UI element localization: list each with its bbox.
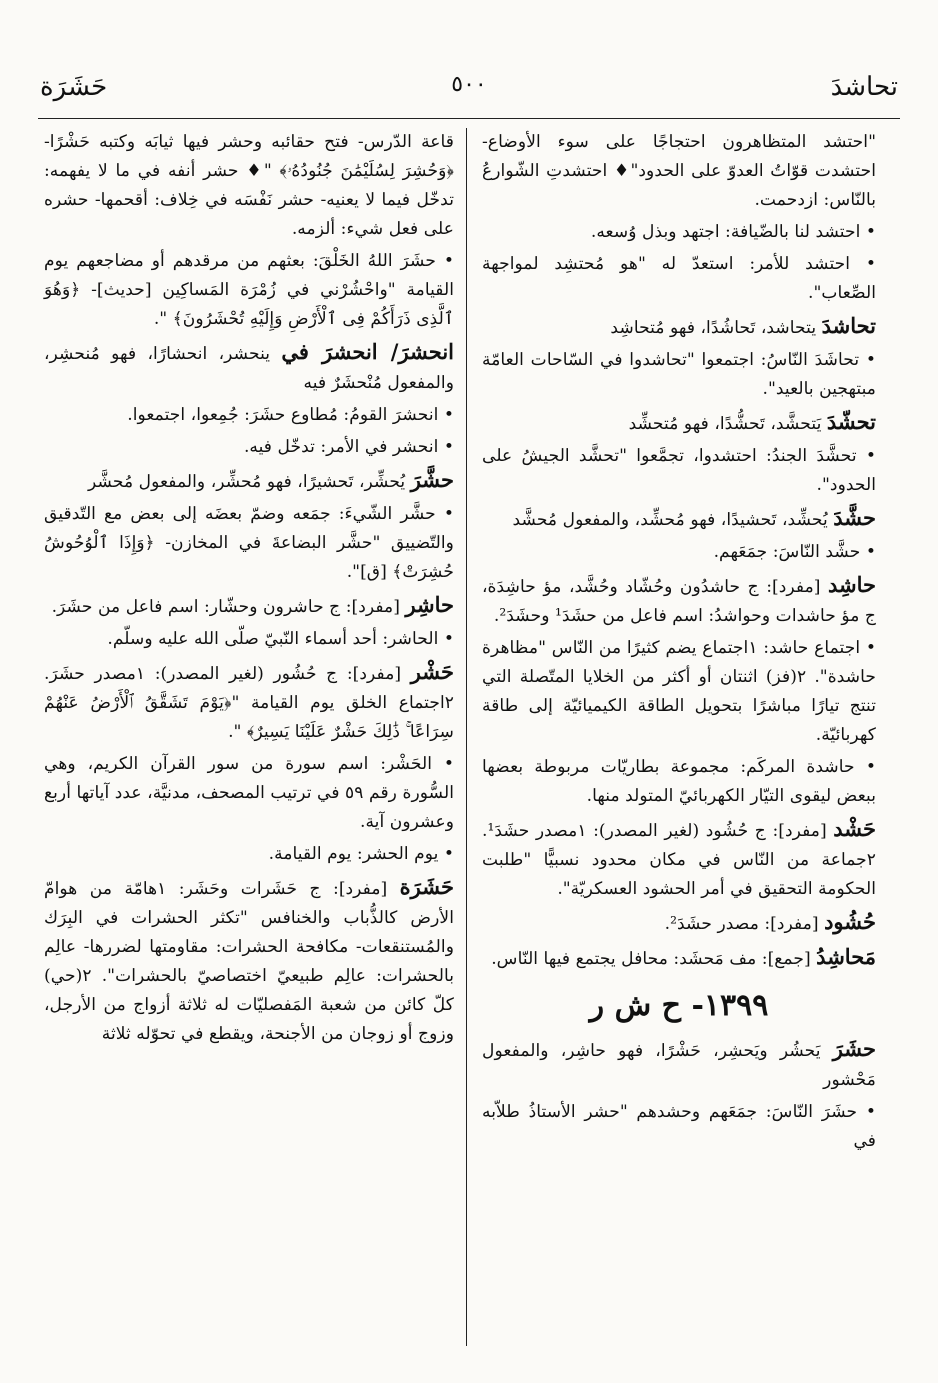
headword: حشَّدَ	[833, 505, 876, 530]
header-guide-word-right: تحاشدَ	[830, 72, 898, 102]
headword: حَشْر	[410, 659, 454, 684]
entry-paragraph	[44, 337, 454, 398]
entry-text: قاعة الدّرس- فتح حقائبه وحشر فيها ثيابَه وكتبه حَشْرًا- ﴿وَحُشِرَ لِسُلَيْمَٰنَ جُنُودُهُۥ﴾ "♦ حشر أنفه في ما لا يفهمه: تدخّل فيما لا يعنيه- حشر نَفْسَه في خِلاف: أقحمها- حشره على فعل شيء: ألزمه.	[44, 132, 454, 239]
root-heading: ١٣٩٩- ح ش ر	[589, 988, 769, 1023]
entry-text: يُحشِّر، تَحشيرًا، فهو مُحشِّر، والمفعول مُحشَّر	[88, 472, 411, 492]
page-header	[40, 72, 898, 112]
entry-paragraph	[482, 570, 876, 631]
entry-text: • تحشَّدَ الجندُ: احتشدوا، تجمَّعوا "تحشَّد الجيشُ على الحدود".	[482, 446, 876, 495]
entry-text: [مفرد]: ج حاشرون وحشّار: اسم فاعل من حشَرَ.	[51, 597, 406, 617]
entry-text: • اجتماع حاشد: ١اجتماع يضم كثيرًا من النّاس "مظاهرة حاشدة". ٢(فز) اثنتان أو أكثر من الخلايا المتّصلة التي تنتج تيارًا مباشرًا بتحويل الطاقة الكيميائيّة إلى طاقة كهربائيّة.	[482, 638, 876, 745]
entry-text: يتحاشد، تَحاشُدًا، فهو مُتحاشِد	[610, 318, 822, 338]
entry-text: يَتحشَّد، تَحشُّدًا، فهو مُتحشِّد	[628, 414, 827, 434]
left-column	[44, 128, 454, 1052]
entry-paragraph	[482, 407, 876, 439]
sense-paragraph	[44, 247, 454, 334]
entry-paragraph	[44, 590, 454, 622]
entry-text: [مفرد]: مصدر حشَدَ².	[664, 914, 825, 934]
entry-paragraph	[482, 942, 876, 974]
header-guide-word-left: حَشَرَة	[40, 72, 108, 102]
headword: حاشِر	[405, 592, 454, 617]
entry-text: يُحشِّد، تَحشيدًا، فهو مُحشِّد، والمفعول مُحشَّد	[512, 510, 834, 530]
entry-paragraph	[44, 657, 454, 747]
sense-paragraph	[44, 401, 454, 430]
sense-paragraph	[482, 250, 876, 308]
entry-paragraph	[482, 311, 876, 343]
sense-paragraph	[482, 753, 876, 811]
entry-text: • انحشرَ القومُ: مُطاوع حشَرَ: جُمِعوا، اجتمعوا.	[127, 405, 454, 425]
entry-text: • حشَّد النّاسَ: جمَعَهم.	[713, 542, 876, 562]
entry-text: [جمع]: مف مَحشَد: محافل يجتمع فيها النّاس.	[491, 949, 817, 969]
sense-paragraph	[482, 218, 876, 247]
entry-text: • حشَرَ النّاسَ: جمَعَهم وحشدهم "حشر الأستاذُ طلاّبه في	[482, 1102, 876, 1151]
column-divider	[466, 128, 467, 1346]
sense-paragraph	[482, 634, 876, 750]
sense-paragraph	[44, 128, 454, 244]
headword: حُشُود	[824, 909, 876, 934]
entry-text: • حاشدة المركَم: مجموعة بطاريّات مربوطة بعضها ببعض ليقوى التيّار الكهربائيّ المتولد منها.	[482, 757, 876, 806]
sense-paragraph	[482, 538, 876, 567]
entry-text: • الحَشْر: اسم سورة من سور القرآن الكريم، وهي السُّورة رقم ٥٩ في ترتيب المصحف، مدنيَّة، عدد آياتها أربع وعشرون آية.	[44, 754, 454, 832]
right-column	[482, 128, 876, 1159]
sense-paragraph	[44, 500, 454, 587]
sense-paragraph	[482, 128, 876, 215]
entry-text: يَحشُر ويَحشِر، حَشْرًا، فهو حاشِر، والمفعول مَحْشور	[482, 1041, 876, 1090]
sense-paragraph	[44, 433, 454, 462]
entry-text: • حشَّر الشّيءَ: جمَعه وضمّ بعضَه إلى بعض مع التّدقيق والتّضييق "حشَّر البضاعةَ في المخازن- ﴿وَإِذَا ٱلْوُحُوشُ حُشِرَتْ﴾ [ق]".	[44, 504, 454, 582]
headword: انحشرَ/ انحشرَ في	[281, 339, 455, 364]
sense-paragraph	[44, 625, 454, 654]
entry-text: [مفرد]: ج حُشُود (لغير المصدر): ١مصدر حشَدَ¹. ٢جماعة من النّاس في مكان محدود نسبيًّا "طلبت الحكومة التحقيق في أمر الحشود العسكريّة".	[482, 821, 876, 899]
headword: حَشَرَة	[399, 874, 454, 899]
headword: حاشِد	[828, 572, 876, 597]
entry-paragraph	[482, 907, 876, 939]
entry-text: [مفرد]: ج حاشدُون وحُشّاد وحُشَّد، مؤ حاشِدَة، ج مؤ حاشدات وحواشدُ: اسم فاعل من حشَدَ¹ وحشَدَ².	[482, 577, 876, 626]
entry-text: • احتشد للأمر: استعدّ له "هو مُحتشِد لمواجهة الصِّعاب".	[482, 254, 876, 303]
sense-paragraph	[482, 346, 876, 404]
headword: مَحاشِدُ	[816, 944, 876, 969]
entry-text: • حشَرَ اللهُ الخَلْقَ: بعثهم من مرقدهم أو مضاجعهم يوم القيامة "واحْشُرْني في زُمْرَة المَساكِين [حديث]- ﴿وَهُوَ ٱلَّذِى ذَرَأَكُمْ فِى ٱلْأَرْضِ وَإِلَيْهِ تُحْشَرُونَ﴾ ".	[44, 251, 454, 329]
entry-paragraph	[44, 872, 454, 1049]
entry-paragraph	[482, 814, 876, 904]
entry-text: ينحشر، انحشارًا، فهو مُنحشِر، والمفعول مُنْحشَرٌ فيه	[44, 344, 454, 393]
entry-text: • الحاشر: أحد أسماء النّبيّ صلّى الله عليه وسلّم.	[107, 629, 454, 649]
headword: تحشّدَ	[826, 409, 876, 434]
entry-text: • احتشد لنا بالضّيافة: اجتهد وبذل وُسعه.	[590, 222, 876, 242]
sense-paragraph	[482, 442, 876, 500]
sense-paragraph	[482, 1098, 876, 1156]
headword: حشَرَ	[832, 1036, 876, 1061]
header-rule	[38, 118, 900, 119]
headword: تحاشدَ	[821, 313, 876, 338]
headword: حَشْد	[833, 816, 876, 841]
entry-paragraph	[44, 465, 454, 497]
headword: حشَّرَ	[410, 467, 454, 492]
sense-paragraph	[44, 840, 454, 869]
page-number: ٥٠٠	[451, 72, 487, 97]
entry-text: [مفرد]: ج حُشُور (لغير المصدر): ١مصدر حشَرَ. ٢اجتماع الخلق يوم القيامة "﴿يَوْمَ تَشَقَّقُ ٱلْأَرْضُ عَنْهُمْ سِرَاعًا ۚ ذَٰلِكَ حَشْرٌ عَلَيْنَا يَسِيرٌ﴾ ".	[44, 664, 454, 742]
entry-text: • يوم الحشر: يوم القيامة.	[268, 844, 454, 864]
entry-text: • تحاشَدَ النّاسُ: اجتمعوا "تحاشدوا في السّاحات العامّة مبتهجين بالعيد".	[482, 350, 876, 399]
entry-text: • انحشر في الأمر: تدخّل فيه.	[243, 437, 454, 457]
entry-text: [مفرد]: ج حَشَرات وحَشَر: ١هامّة من هوامّ الأرض كالذُّباب والخنافس "تكثر الحشرات في البِرَك والمُستنقعات- مكافحة الحشرات: مقاومتها لضررها- عالِم بالحشرات: عالِم طبيعيّ اختصاصيّ بالحشرات". ٢(حي) كلّ كائن من شعبة المَفصليّات له ثلاثة أزواج من الأرجل، وزوج أو زوجان من الأجنحة، ويقطع في تحوّله ثلاثة	[44, 879, 454, 1044]
entry-text: "احتشد المتظاهرون احتجاجًا على سوء الأوضاع- احتشدت قوّاتُ العدوّ على الحدود"♦ احتشدتِ الشّوارعُ بالنّاس: ازدحمت.	[482, 132, 876, 210]
entry-paragraph	[482, 503, 876, 535]
sense-paragraph	[44, 750, 454, 837]
entry-paragraph	[482, 1034, 876, 1095]
